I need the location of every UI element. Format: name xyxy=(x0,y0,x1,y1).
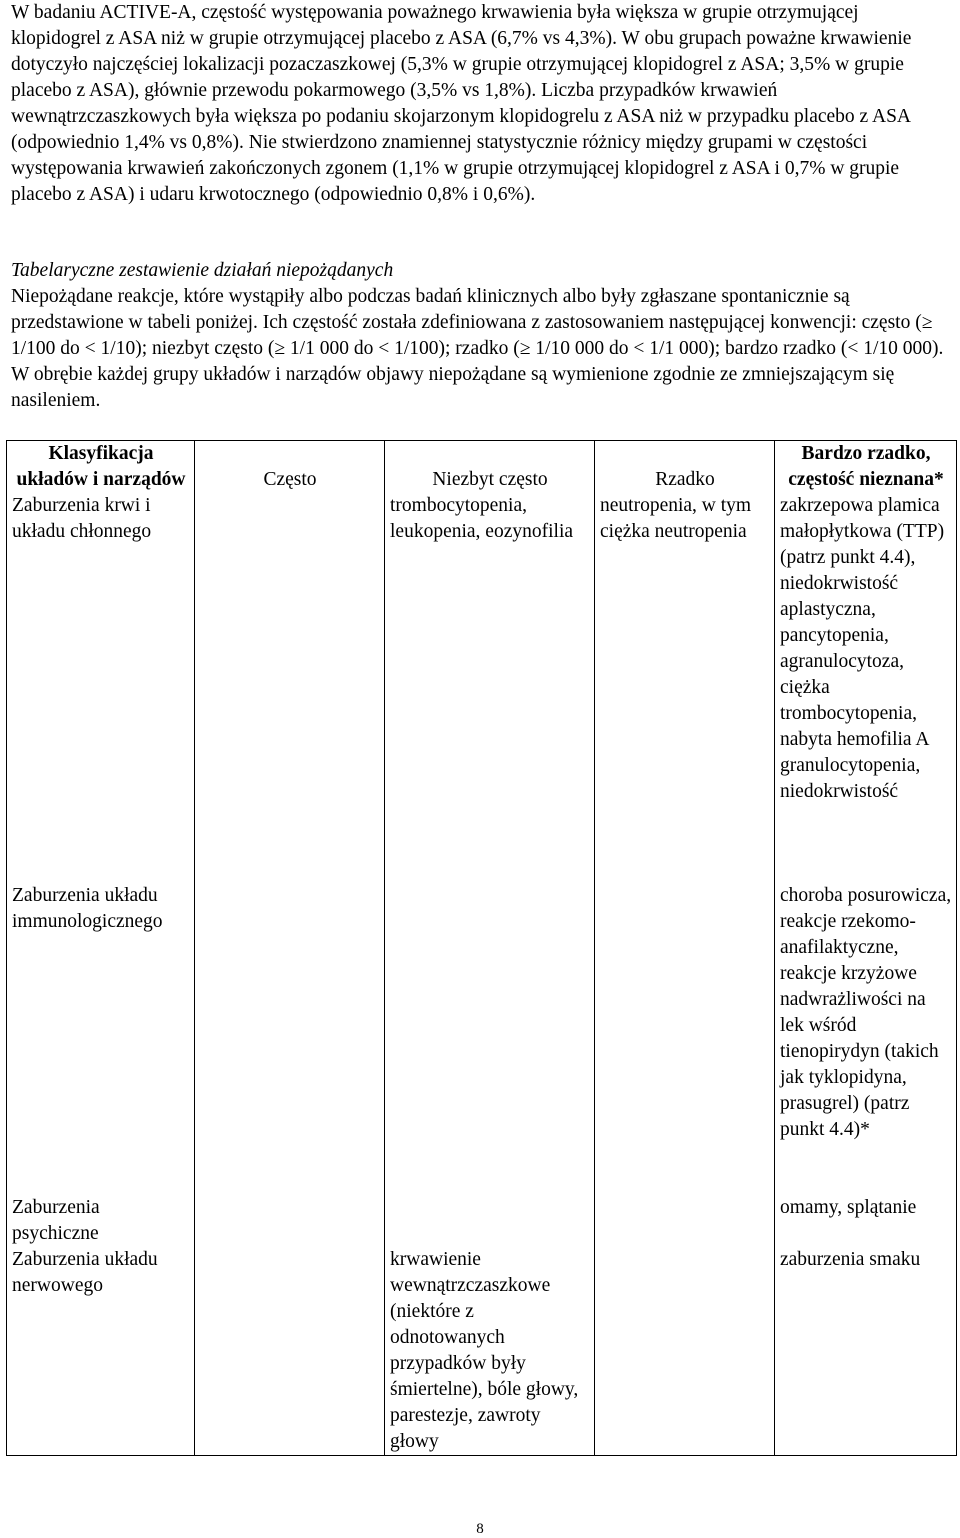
section-paragraph: Niepożądane reakcje, które wystąpiły albo podczas badań klinicznych albo były zgłaszane spontanicznie są przedstawione w tabeli poniżej. Ich częstość została zdefiniowana z zastosowaniem następującej konwencji: często (≥ 1/100 do < 1/10); niezbyt często (≥ 1/1 000 do < 1/100); rzadko (≥ 1/10 000 do < 1/1 000); bardzo rzadko (< 1/10 000). W obrębie każdej grupy układów i narządów objawy niepożądane są wymienione zgodnie ze zmniejszającym się nasileniem. xyxy=(11,286,944,411)
table-row xyxy=(7,1247,957,1456)
row-uncommon xyxy=(385,1195,595,1247)
row-very-rare: omamy, splątanie xyxy=(775,1195,957,1247)
row-very-rare: choroba posurowicza, reakcje rzekomo-anafilaktyczne, reakcje krzyżowe nadwrażliwości na lek wśród tienopirydyn (takich jak tyklopidyna, prasugrel) (patrz punkt 4.4)* xyxy=(775,883,957,1195)
section-heading: Tabelaryczne zestawienie działań niepożądanych xyxy=(11,260,394,281)
row-common xyxy=(195,1247,385,1456)
row-organ-class: Zaburzenia krwi i układu chłonnego xyxy=(7,493,195,883)
row-rare xyxy=(595,1247,775,1456)
header-rare: Rzadko xyxy=(595,441,775,494)
table-row xyxy=(7,883,957,1195)
page-number: 8 xyxy=(476,1521,484,1537)
intro-paragraph: W badaniu ACTIVE-A, częstość występowania poważnego krwawienia była większa w grupie otrzymującej klopidogrel z ASA niż w grupie otrzymującej placebo z ASA (6,7% vs 4,3%). W obu grupach poważne krwawienie dotyczyło najczęściej lokalizacji pozaczaszkowej (5,3% w grupie otrzymującej klopidogrel z ASA; 3,5% w grupie placebo z ASA), głównie przewodu pokarmowego (3,5% vs 1,8%). Liczba przypadków krwawień wewnątrzczaszkowych była większa po podaniu skojarzonym klopidogrelu z ASA niż w przypadku placebo z ASA (odpowiednio 1,4% vs 0,8%). Nie stwierdzono znamiennej statystycznie różnicy między grupami w częstości występowania krwawień zakończonych zgonem (1,1% w grupie otrzymującej klopidogrel z ASA i 0,7% w grupie placebo z ASA) i udaru krwotocznego (odpowiednio 0,8% i 0,6%). xyxy=(11,2,912,205)
row-common xyxy=(195,1195,385,1247)
row-rare: neutropenia, w tym ciężka neutropenia xyxy=(595,493,775,883)
table-header-row xyxy=(7,441,957,494)
row-uncommon: krwawienie wewnątrzczaszkowe (niektóre z odnotowanych przypadków były śmiertelne), bóle głowy, parestezje, zawroty głowy xyxy=(385,1247,595,1456)
table-row xyxy=(7,1195,957,1247)
row-organ-class: Zaburzenia psychiczne xyxy=(7,1195,195,1247)
row-very-rare: zaburzenia smaku xyxy=(775,1247,957,1456)
row-rare xyxy=(595,1195,775,1247)
header-common: Często xyxy=(195,441,385,494)
table-row xyxy=(7,493,957,883)
row-organ-class: Zaburzenia układu immunologicznego xyxy=(7,883,195,1195)
row-organ-class: Zaburzenia układu nerwowego xyxy=(7,1247,195,1456)
row-very-rare: zakrzepowa plamica małopłytkowa (TTP) (patrz punkt 4.4), niedokrwistość aplastyczna, pancytopenia, agranulocytoza, ciężka trombocytopenia, nabyta hemofilia A granulocytopenia, niedokrwistość xyxy=(775,493,957,883)
header-uncommon: Niezbyt często xyxy=(385,441,595,494)
row-rare xyxy=(595,883,775,1195)
row-uncommon xyxy=(385,883,595,1195)
header-very-rare: Bardzo rzadko, częstość nieznana* xyxy=(775,441,957,494)
header-organ-class: Klasyfikacja układów i narządów xyxy=(7,441,195,494)
row-uncommon: trombocytopenia, leukopenia, eozynofilia xyxy=(385,493,595,883)
adverse-reactions-table xyxy=(6,440,957,1456)
row-common xyxy=(195,883,385,1195)
row-common xyxy=(195,493,385,883)
